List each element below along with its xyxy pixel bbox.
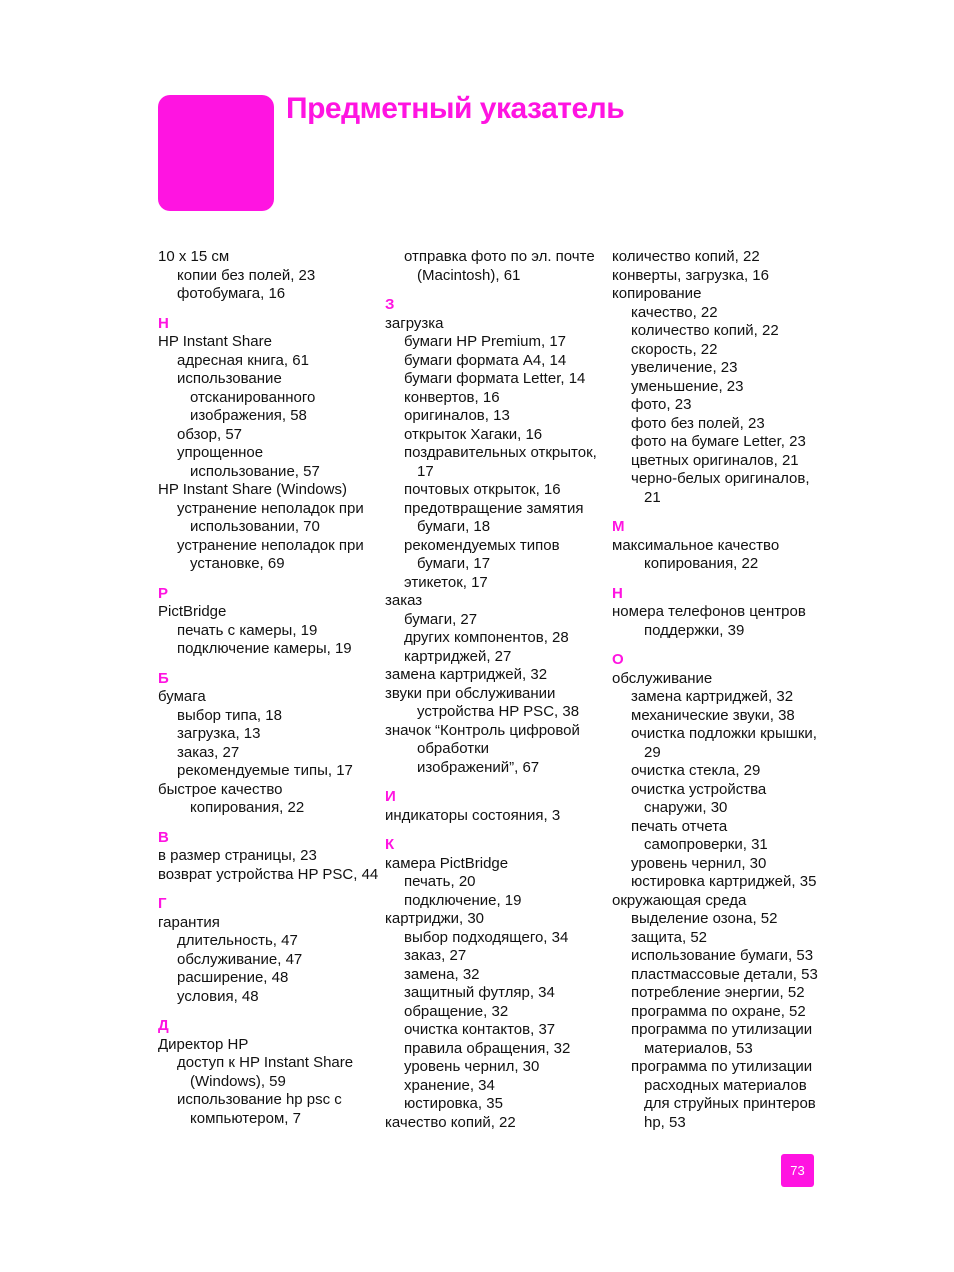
index-section-letter: И <box>385 788 396 805</box>
index-subentry: фото, 23 <box>631 396 692 413</box>
index-subentry: замена, 32 <box>404 965 480 983</box>
index-subentry: бумаги, 17 <box>417 555 491 572</box>
index-subentry: почтовых открыток, 16 <box>404 481 561 498</box>
index-subentry: обзор, 57 <box>177 425 243 443</box>
index-subentry: конвертов, 16 <box>404 388 500 406</box>
index-subentry: использовании, 70 <box>190 518 320 535</box>
index-entry: окружающая среда <box>612 891 747 909</box>
index-subentry: упрощенное <box>177 444 264 461</box>
index-subentry: правила обращения, 32 <box>404 1039 571 1057</box>
index-subentry: отсканированного <box>190 388 316 406</box>
index-entry: 10 x 15 см <box>158 248 230 265</box>
index-subentry: хранение, 34 <box>404 1076 495 1094</box>
index-section-letter: З <box>385 296 395 313</box>
index-subentry: бумаги HP Premium, 17 <box>404 333 567 350</box>
index-subentry: изображения, 58 <box>190 407 307 424</box>
index-subentry: очистка устройства <box>631 780 767 798</box>
index-entry: PictBridge <box>158 603 227 620</box>
index-subentry: устройства HP PSC, 38 <box>417 703 580 720</box>
page-title: Предметный указатель <box>286 92 625 125</box>
index-subentry: установке, 69 <box>190 555 285 572</box>
index-subentry: (Macintosh), 61 <box>417 266 521 284</box>
index-subentry: печать, 20 <box>404 873 476 890</box>
index-subentry: печать отчета <box>631 817 728 835</box>
index-subentry: выбор подходящего, 34 <box>404 928 569 946</box>
index-subentry: использование hp psc с <box>177 1091 342 1108</box>
index-entry: гарантия <box>158 913 220 931</box>
index-subentry: рекомендуемых типов <box>404 536 560 554</box>
index-entry: звуки при обслуживании <box>385 684 556 702</box>
index-subentry: фотобумага, 16 <box>177 285 286 302</box>
index-subentry: предотвращение замятия <box>404 499 584 517</box>
index-subentry: уровень чернил, 30 <box>631 854 767 872</box>
index-entry: максимальное качество <box>612 536 780 554</box>
index-subentry: бумаги формата А4, 14 <box>404 351 567 369</box>
index-subentry: 29 <box>644 743 661 761</box>
index-subentry: фото на бумаге Letter, 23 <box>631 433 806 450</box>
index-subentry: качество, 22 <box>631 303 718 321</box>
index-entry: количество копий, 22 <box>612 248 760 265</box>
index-entry: конверты, загрузка, 16 <box>612 266 769 284</box>
index-subentry: механические звуки, 38 <box>631 706 795 724</box>
index-section-letter: Д <box>158 1017 169 1034</box>
index-subentry: очистка контактов, 37 <box>404 1021 556 1038</box>
index-subentry: доступ к HP Instant Share <box>177 1054 354 1071</box>
index-subentry: компьютером, 7 <box>190 1109 301 1127</box>
index-subentry: подключение, 19 <box>404 891 522 909</box>
index-subentry: отправка фото по эл. почте <box>404 248 595 265</box>
index-subentry: защитный футляр, 34 <box>404 984 555 1001</box>
index-subentry: программа по охране, 52 <box>631 1002 806 1020</box>
index-section-letter: О <box>612 651 624 668</box>
index-subentry: использование <box>177 370 282 387</box>
index-subentry: рекомендуемые типы, 17 <box>177 762 353 779</box>
page-number: 73 <box>781 1154 814 1187</box>
index-subentry: длительность, 47 <box>177 932 298 949</box>
index-subentry: бумаги, 27 <box>404 610 478 628</box>
index-subentry: hp, 53 <box>644 1113 686 1131</box>
index-subentry: копирования, 22 <box>644 555 759 572</box>
index-subentry: оригиналов, 13 <box>404 407 510 424</box>
index-entry: камера PictBridge <box>385 854 509 872</box>
index-subentry: подключение камеры, 19 <box>177 640 352 657</box>
index-entry: качество копий, 22 <box>385 1113 516 1131</box>
index-entry: картриджи, 30 <box>385 910 485 927</box>
index-subentry: изображений”, 67 <box>417 758 540 776</box>
index-entry: Директор HP <box>158 1035 249 1053</box>
chapter-tab <box>158 95 274 211</box>
index-subentry: 17 <box>417 462 434 480</box>
index-entry: индикаторы состояния, 3 <box>385 806 561 824</box>
index-subentry: устранение неполадок при <box>177 536 364 554</box>
index-entry: значок “Контроль цифровой <box>385 721 580 739</box>
index-subentry: картриджей, 27 <box>404 647 512 665</box>
index-section-letter: М <box>612 518 625 535</box>
index-subentry: для струйных принтеров <box>644 1095 816 1112</box>
index-subentry: обработки <box>417 740 490 757</box>
index-subentry: программа по утилизации <box>631 1058 813 1075</box>
index-subentry: 21 <box>644 488 661 506</box>
index-subentry: (Windows), 59 <box>190 1072 286 1090</box>
index-subentry: открыток Хагаки, 16 <box>404 425 543 443</box>
index-subentry: бумаги, 18 <box>417 518 491 535</box>
index-subentry: обслуживание, 47 <box>177 950 303 968</box>
index-subentry: потребление энергии, 52 <box>631 984 805 1001</box>
index-subentry: юстировка, 35 <box>404 1095 503 1112</box>
index-section-letter: H <box>158 314 169 332</box>
index-subentry: самопроверки, 31 <box>644 836 768 853</box>
index-section-letter: P <box>158 584 169 602</box>
index-subentry: загрузка, 13 <box>177 725 261 742</box>
index-subentry: поздравительных открыток, <box>404 444 597 461</box>
index-section-letter: Г <box>158 895 167 912</box>
index-entry: возврат устройства HP PSC, 44 <box>158 865 379 883</box>
index-subentry: цветных оригиналов, 21 <box>631 451 799 469</box>
index-entry: замена картриджей, 32 <box>385 666 548 683</box>
index-entry: заказ <box>385 592 423 609</box>
index-subentry: копирования, 22 <box>190 799 305 816</box>
index-entry: бумага <box>158 688 206 705</box>
index-subentry: расширение, 48 <box>177 969 289 986</box>
index-entry: HP Instant Share (Windows) <box>158 481 347 498</box>
index-subentry: поддержки, 39 <box>644 621 745 639</box>
index-subentry: адресная книга, 61 <box>177 351 309 369</box>
index-subentry: расходных материалов <box>644 1076 807 1094</box>
index-subentry: юстировка картриджей, 35 <box>631 873 817 890</box>
index-column-3 <box>612 248 822 1132</box>
index-subentry: количество копий, 22 <box>631 322 779 339</box>
index-subentry: материалов, 53 <box>644 1039 753 1057</box>
index-subentry: условия, 48 <box>177 987 259 1005</box>
index-subentry: уменьшение, 23 <box>631 377 744 395</box>
index-subentry: использование, 57 <box>190 462 320 480</box>
index-subentry: заказ, 27 <box>177 743 240 761</box>
index-subentry: программа по утилизации <box>631 1021 813 1038</box>
index-subentry: других компонентов, 28 <box>404 629 569 646</box>
index-subentry: выделение озона, 52 <box>631 910 778 927</box>
index-entry: загрузка <box>385 314 444 332</box>
index-subentry: печать с камеры, 19 <box>177 621 318 639</box>
index-entry: быстрое качество <box>158 780 283 798</box>
index-subentry: использование бумаги, 53 <box>631 947 814 964</box>
index-subentry: бумаги формата Letter, 14 <box>404 370 586 387</box>
index-subentry: выбор типа, 18 <box>177 706 282 724</box>
index-section-letter: К <box>385 836 395 853</box>
index-entry: копирование <box>612 285 702 302</box>
index-subentry: копии без полей, 23 <box>177 266 316 284</box>
index-subentry: снаружи, 30 <box>644 799 728 816</box>
index-subentry: очистка стекла, 29 <box>631 762 761 779</box>
index-subentry: черно-белых оригиналов, <box>631 470 810 487</box>
index-entry: HP Instant Share <box>158 333 272 350</box>
index-subentry: уровень чернил, 30 <box>404 1058 540 1075</box>
index-section-letter: В <box>158 828 169 846</box>
index-subentry: этикеток, 17 <box>404 573 488 591</box>
index-subentry: пластмассовые детали, 53 <box>631 965 818 983</box>
index-section-letter: Н <box>612 584 623 602</box>
index-column-2 <box>385 248 600 1132</box>
index-subentry: заказ, 27 <box>404 947 467 964</box>
index-subentry: устранение неполадок при <box>177 499 364 517</box>
index-entry: обслуживание <box>612 669 713 687</box>
index-subentry: замена картриджей, 32 <box>631 688 794 705</box>
index-subentry: увеличение, 23 <box>631 359 738 376</box>
index-subentry: скорость, 22 <box>631 340 718 358</box>
index-subentry: фото без полей, 23 <box>631 414 765 432</box>
index-entry: номера телефонов центров <box>612 603 806 620</box>
index-entry: в размер страницы, 23 <box>158 847 317 864</box>
index-section-letter: Б <box>158 669 169 687</box>
index-subentry: защита, 52 <box>631 928 708 946</box>
index-column-1 <box>158 248 379 1128</box>
index-subentry: обращение, 32 <box>404 1002 509 1020</box>
index-subentry: очистка подложки крышки, <box>631 725 817 742</box>
